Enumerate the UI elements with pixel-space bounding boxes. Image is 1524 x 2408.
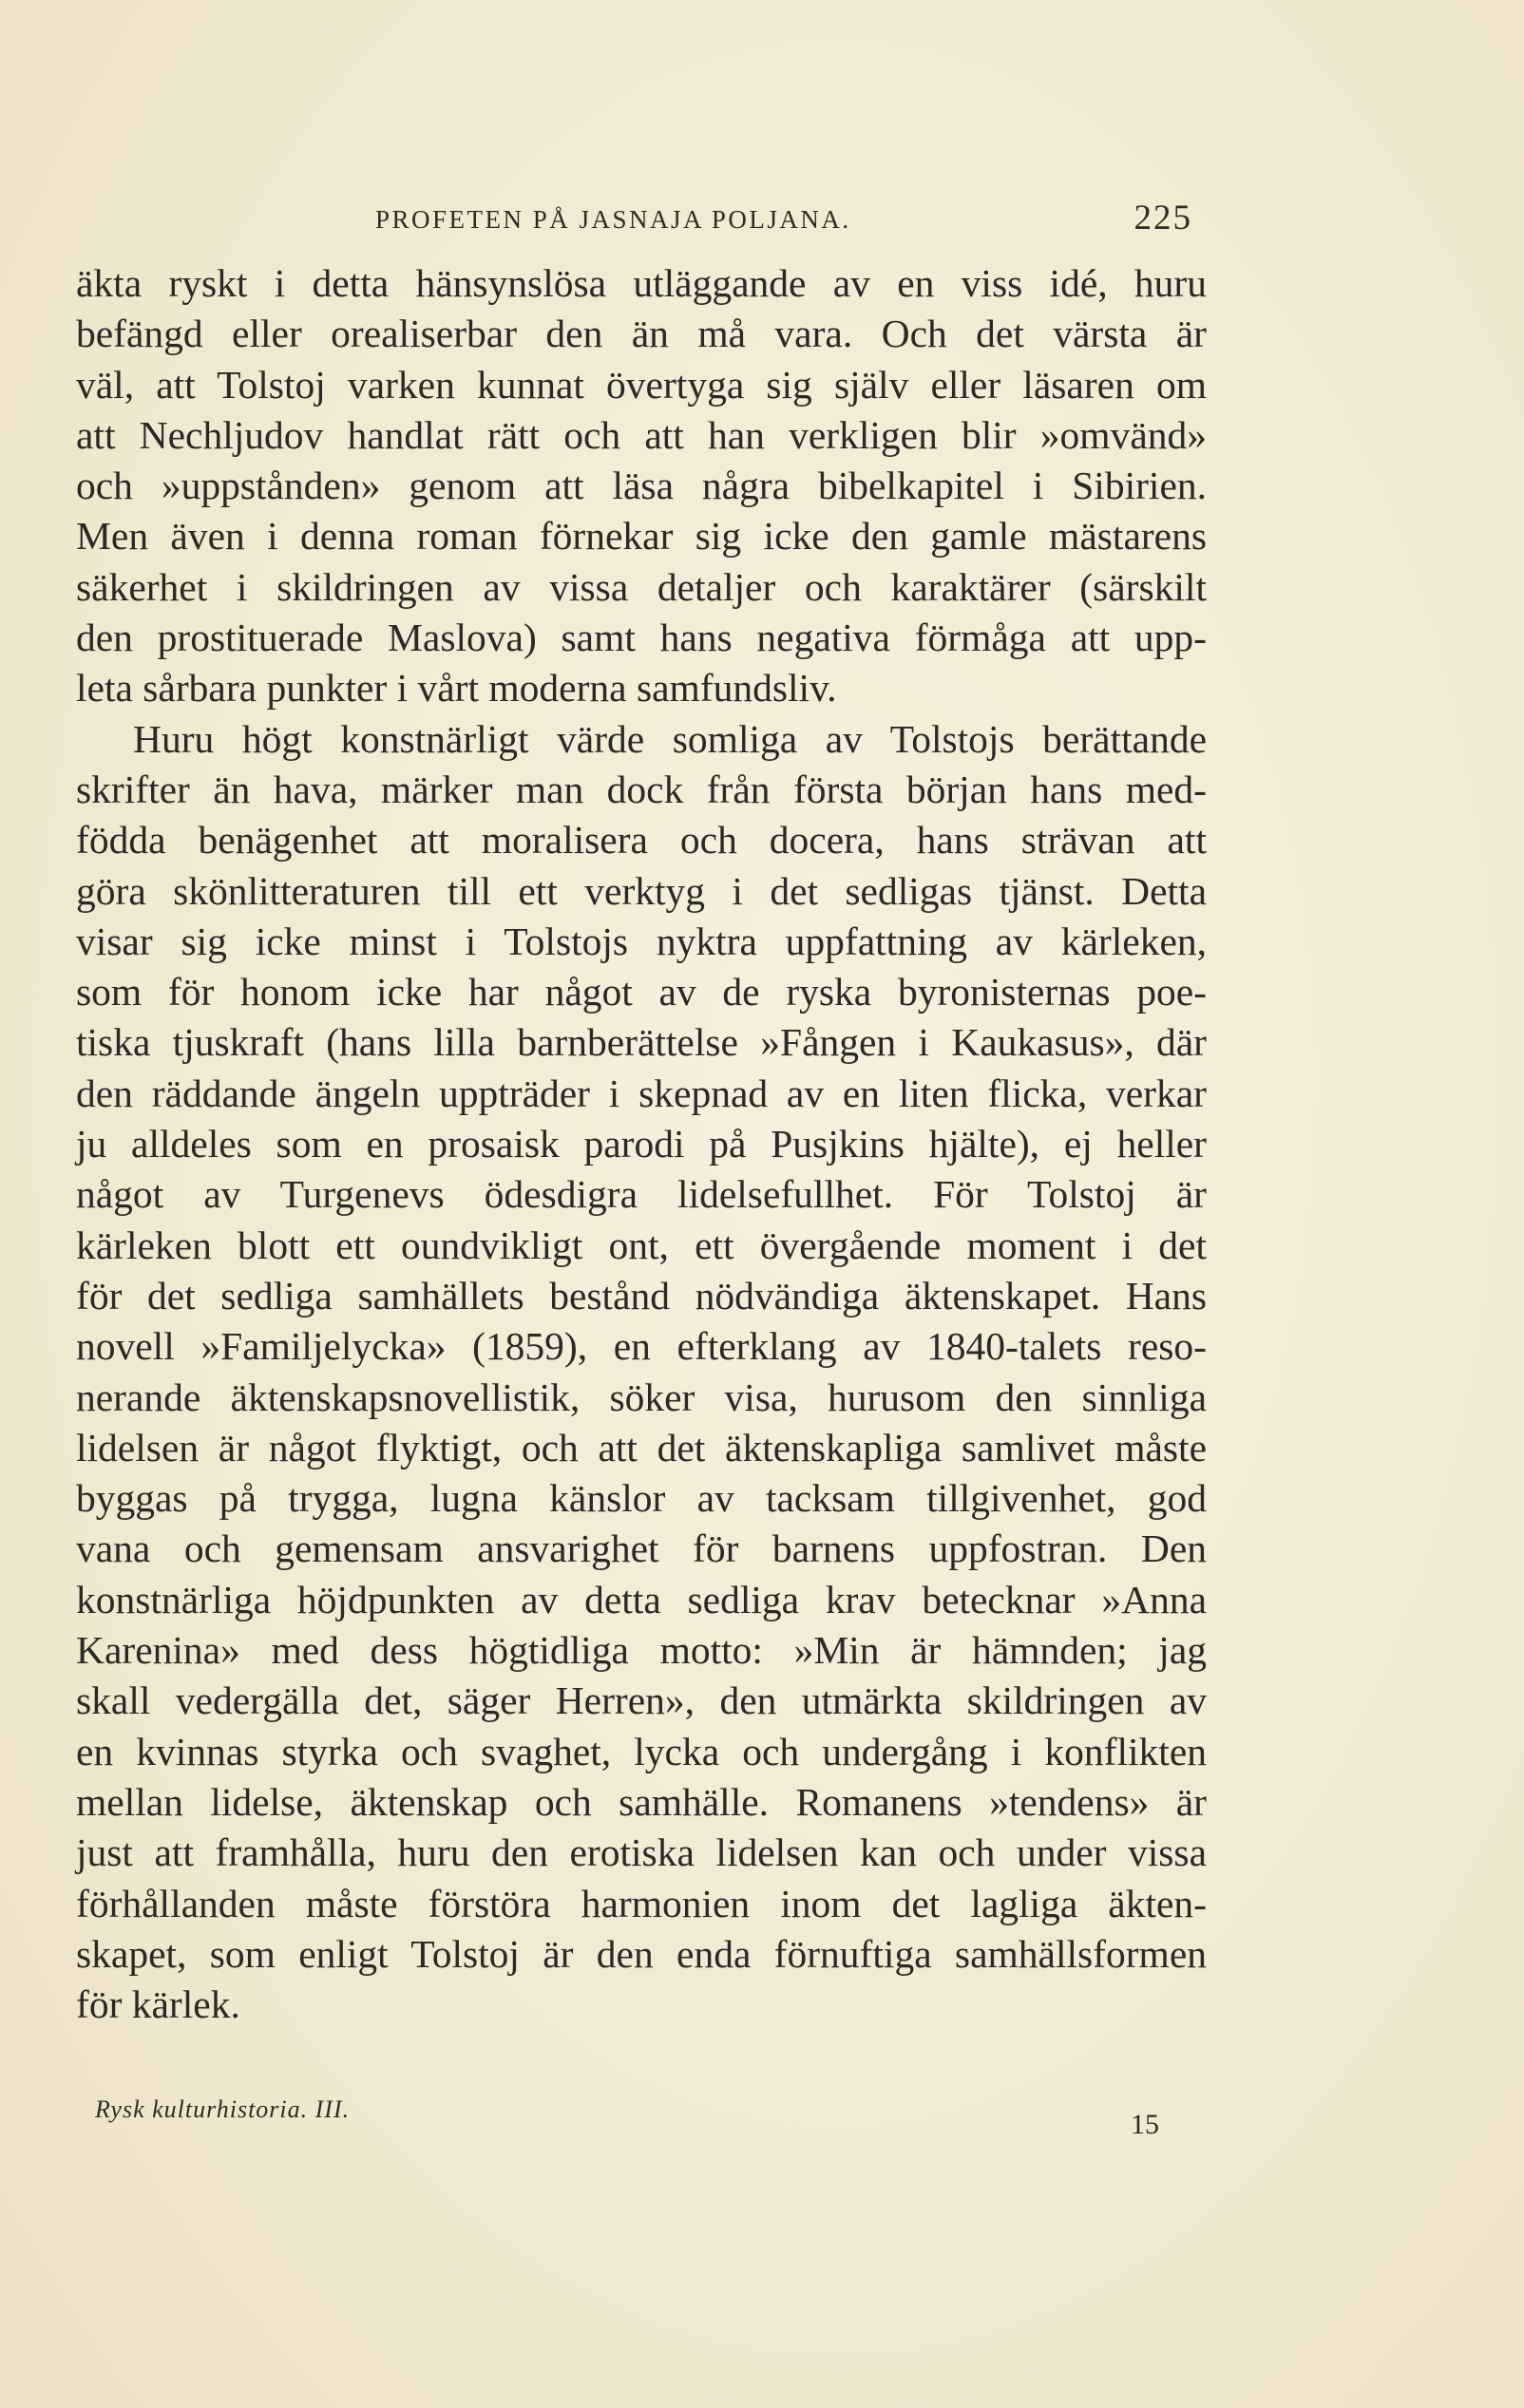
sheet-number: 15: [1131, 2109, 1159, 2140]
text-line: för kärlek.: [76, 1982, 240, 2027]
text-line: den prostituerade Maslova) samt hans negativa förmåga att upp-: [76, 616, 1207, 660]
text-line: födda benägenhet att moralisera och docera, hans strävan att: [76, 818, 1207, 863]
text-line: nerande äktenskapsnovellistik, söker visa, hurusom den sinnliga: [76, 1375, 1207, 1419]
text-line: skapet, som enligt Tolstoj är den enda förnuftiga samhällsformen: [76, 1931, 1207, 1976]
text-line: kärleken blott ett oundvikligt ont, ett övergående moment i det: [76, 1223, 1207, 1267]
text-line: byggas på trygga, lugna känslor av tacksam tillgivenhet, god: [76, 1476, 1207, 1521]
text-line: för det sedliga samhällets bestånd nödvändiga äktenskapet. Hans: [76, 1273, 1207, 1318]
text-line: som för honom icke har något av de ryska byronisternas poe-: [76, 970, 1207, 1014]
text-line: vana och gemensam ansvarighet för barnens uppfostran. Den: [76, 1526, 1207, 1571]
text-line: den räddande ängeln uppträder i skepnad av en liten flicka, verkar: [76, 1071, 1207, 1115]
text-line: Karenina» med dess högtidliga motto: »Min är hämnden; jag: [76, 1628, 1207, 1673]
page-footer: [95, 2088, 1197, 2154]
text-line: något av Turgenevs ödesdigra lidelsefullhet. För Tolstoj är: [76, 1172, 1207, 1217]
text-line: just att framhålla, huru den erotiska lidelsen kan och under vissa: [76, 1830, 1207, 1875]
text-line: att Nechljudov handlat rätt och att han verkligen blir »omvänd»: [76, 412, 1207, 457]
text-line: leta sårbara punkter i vårt moderna samfundsliv.: [76, 666, 837, 711]
text-line: skall vedergälla det, säger Herren», den utmärkta skildringen av: [76, 1678, 1207, 1723]
text-line: mellan lidelse, äktenskap och samhälle. Romanens »tendens» är: [76, 1779, 1207, 1824]
text-line: säkerhet i skildringen av vissa detaljer och karaktärer (särskilt: [76, 564, 1207, 609]
text-line: Men även i denna roman förnekar sig icke den gamle mästarens: [76, 514, 1207, 559]
text-line: befängd eller orealiserbar den än må vara. Och det värsta är: [76, 312, 1207, 356]
running-head: [375, 198, 1192, 255]
footer-signature: Rysk kulturhistoria. III.: [95, 2095, 351, 2123]
text-line: äkta ryskt i detta hänsynslösa utläggande av en viss idé, huru: [76, 261, 1207, 305]
text-line: konstnärliga höjdpunkten av detta sedliga krav betecknar »Anna: [76, 1577, 1207, 1621]
page-number: 225: [1133, 199, 1192, 237]
running-title: PROFETEN PÅ JASNAJA POLJANA.: [375, 205, 851, 234]
text-line: och »uppstånden» genom att läsa några bibelkapitel i Sibirien.: [76, 464, 1207, 508]
text-line: novell »Familjelycka» (1859), en efterklang av 1840-talets reso-: [76, 1324, 1207, 1369]
text-line: ju alldeles som en prosaisk parodi på Pusjkins hjälte), ej heller: [76, 1122, 1207, 1166]
text-line: göra skönlitteraturen till ett verktyg i det sedligas tjänst. Detta: [76, 868, 1207, 913]
text-line: visar sig icke minst i Tolstojs nyktra uppfattning av kärleken,: [76, 919, 1207, 963]
text-line: tiska tjuskraft (hans lilla barnberättelse »Fången i Kaukasus», där: [76, 1020, 1207, 1065]
paragraph-start-line: Huru högt konstnärligt värde somliga av Tolstojs berättande: [133, 716, 1207, 761]
text-line: lidelsen är något flyktigt, och att det äktenskapliga samlivet måste: [76, 1425, 1207, 1469]
text-line: förhållanden måste förstöra harmonien inom det lagliga äkten-: [76, 1881, 1207, 1925]
text-line: en kvinnas styrka och svaghet, lycka och undergång i konflikten: [76, 1729, 1207, 1773]
body-text: [76, 258, 1207, 2030]
text-line: väl, att Tolstoj varken kunnat övertyga sig själv eller läsaren om: [76, 362, 1207, 407]
text-line: skrifter än hava, märker man dock från första början hans med-: [76, 767, 1207, 811]
